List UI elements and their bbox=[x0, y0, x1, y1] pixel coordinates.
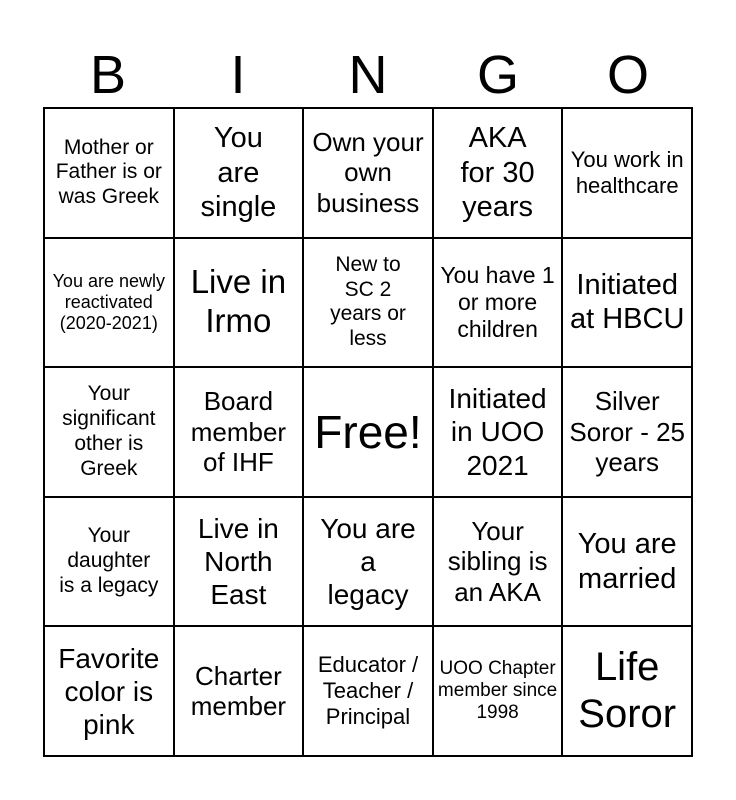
bingo-cell[interactable]: Your significant other is Greek bbox=[45, 368, 175, 498]
bingo-cell[interactable]: Initiated in UOO 2021 bbox=[434, 368, 564, 498]
bingo-cell[interactable]: Life Soror bbox=[563, 627, 693, 757]
header-letter-i: I bbox=[230, 45, 246, 105]
bingo-cell[interactable]: UOO Chapter member since 1998 bbox=[434, 627, 564, 757]
bingo-cell[interactable]: You are newly reactivated (2020-2021) bbox=[45, 239, 175, 369]
bingo-cell[interactable]: Own your own business bbox=[304, 109, 434, 239]
header-letter-g: G bbox=[476, 45, 519, 105]
bingo-board bbox=[43, 107, 693, 757]
bingo-cell[interactable]: Charter member bbox=[175, 627, 305, 757]
free-space[interactable]: Free! bbox=[304, 368, 434, 498]
bingo-cell[interactable]: Educator / Teacher / Principal bbox=[304, 627, 434, 757]
bingo-cell[interactable]: Your sibling is an AKA bbox=[434, 498, 564, 628]
bingo-cell[interactable]: AKA for 30 years bbox=[434, 109, 564, 239]
bingo-cell[interactable]: Your daughter is a legacy bbox=[45, 498, 175, 628]
bingo-header bbox=[43, 42, 693, 108]
bingo-cell[interactable]: You are married bbox=[563, 498, 693, 628]
header-letter-n: N bbox=[348, 45, 388, 105]
bingo-cell[interactable]: New to SC 2 years or less bbox=[304, 239, 434, 369]
bingo-cell[interactable]: Live in Irmo bbox=[175, 239, 305, 369]
bingo-cell[interactable]: You are a legacy bbox=[304, 498, 434, 628]
bingo-cell[interactable]: You work in healthcare bbox=[563, 109, 693, 239]
header-letter-b: B bbox=[89, 45, 127, 105]
bingo-cell[interactable]: Live in North East bbox=[175, 498, 305, 628]
header-letter-o: O bbox=[606, 45, 649, 105]
bingo-cell[interactable]: You have 1 or more children bbox=[434, 239, 564, 369]
bingo-cell[interactable]: Silver Soror - 25 years bbox=[563, 368, 693, 498]
bingo-cell[interactable]: Mother or Father is or was Greek bbox=[45, 109, 175, 239]
bingo-cell[interactable]: You are single bbox=[175, 109, 305, 239]
bingo-cell[interactable]: Favorite color is pink bbox=[45, 627, 175, 757]
bingo-cell[interactable]: Board member of IHF bbox=[175, 368, 305, 498]
bingo-cell[interactable]: Initiated at HBCU bbox=[563, 239, 693, 369]
